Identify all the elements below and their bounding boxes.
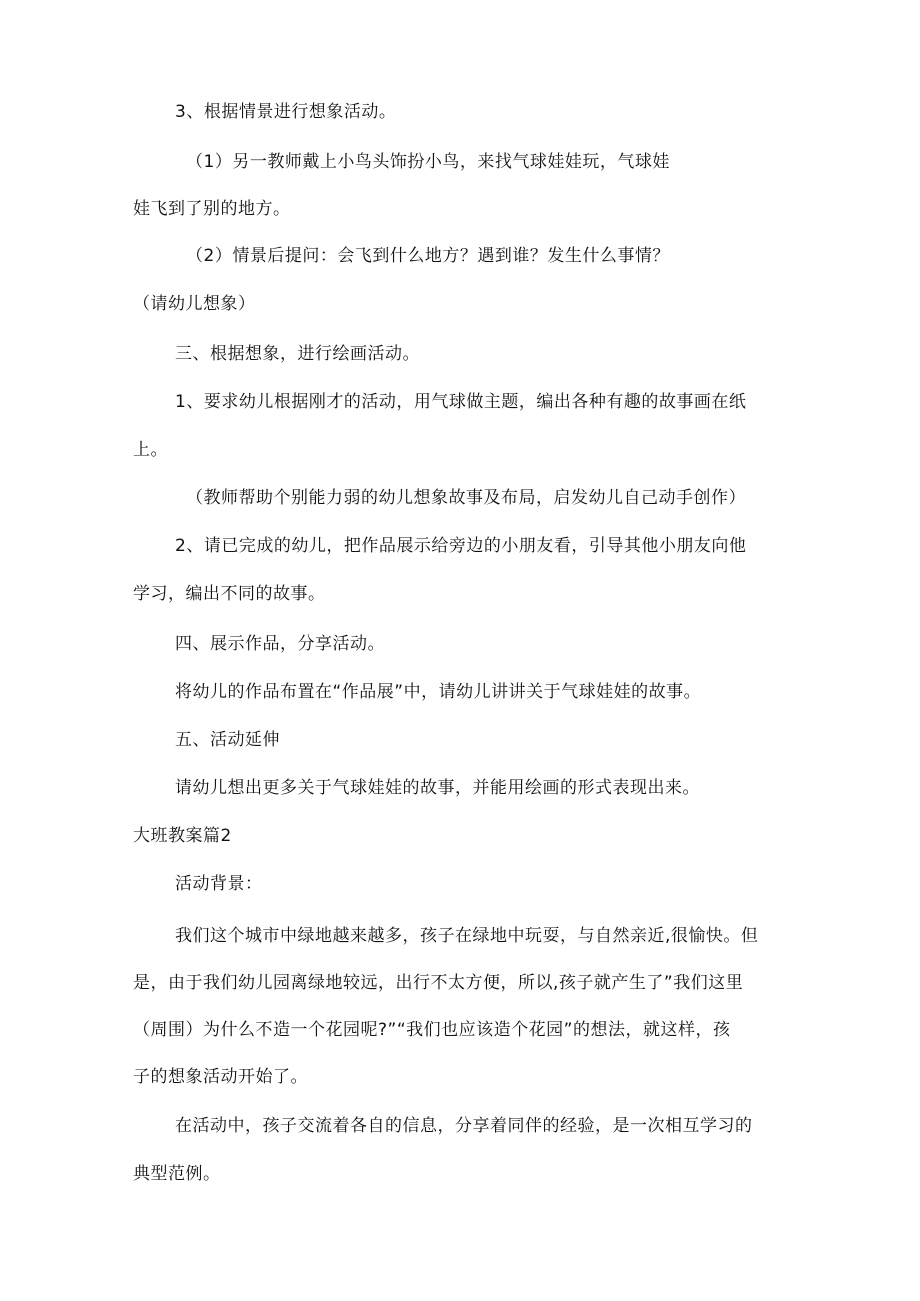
section-4-heading: 四、展示作品，分享活动。 (175, 634, 385, 654)
section-3-teacher-note: （教师帮助个别能力弱的幼儿想象故事及布局，启发幼儿自己动手创作） (186, 488, 746, 508)
section-3-item-2: 2、请已完成的幼儿，把作品展示给旁边的小朋友看，引导其他小朋友向他 (175, 536, 747, 556)
background-paragraph-line-2: 是，由于我们幼儿园离绿地较远，出行不太方便，所以,孩子就产生了”我们这里 (133, 973, 744, 993)
step-3-1-text: （1）另一教师戴上小鸟头饰扮小鸟，来找气球娃娃玩，气球娃 (186, 152, 670, 172)
step-3-1-continued: 娃飞到了别的地方。 (133, 199, 291, 219)
step-3-2-note: （请幼儿想象） (133, 294, 256, 314)
section-3-item-2-continued: 学习，编出不同的故事。 (133, 584, 326, 604)
background-paragraph-line-4: 子的想象活动开始了。 (133, 1067, 308, 1087)
activity-paragraph-line-2: 典型范例。 (133, 1164, 221, 1184)
section-4-text: 将幼儿的作品布置在“作品展”中，请幼儿讲讲关于气球娃娃的故事。 (175, 682, 702, 702)
lesson-plan-2-title: 大班教案篇2 (133, 826, 232, 846)
section-3-item-1: 1、要求幼儿根据刚才的活动，用气球做主题，编出各种有趣的故事画在纸 (175, 392, 747, 412)
step-3-2-text: （2）情景后提问：会飞到什么地方？遇到谁？发生什么事情？ (186, 246, 670, 266)
background-heading: 活动背景： (175, 874, 263, 894)
background-paragraph-line-1: 我们这个城市中绿地越来越多，孩子在绿地中玩耍，与自然亲近,很愉快。但 (175, 926, 759, 946)
section-5-heading: 五、活动延伸 (175, 730, 280, 750)
step-3-heading: 3、根据情景进行想象活动。 (175, 102, 397, 122)
section-5-text: 请幼儿想出更多关于气球娃娃的故事，并能用绘画的形式表现出来。 (175, 778, 700, 798)
section-3-item-1-continued: 上。 (133, 440, 168, 460)
section-3-heading: 三、根据想象，进行绘画活动。 (175, 344, 420, 364)
background-paragraph-line-3: （周围）为什么不造一个花园呢?”“我们也应该造个花园”的想法，就这样，孩 (133, 1020, 731, 1040)
activity-paragraph-line-1: 在活动中，孩子交流着各自的信息，分享着同伴的经验，是一次相互学习的 (175, 1116, 753, 1136)
